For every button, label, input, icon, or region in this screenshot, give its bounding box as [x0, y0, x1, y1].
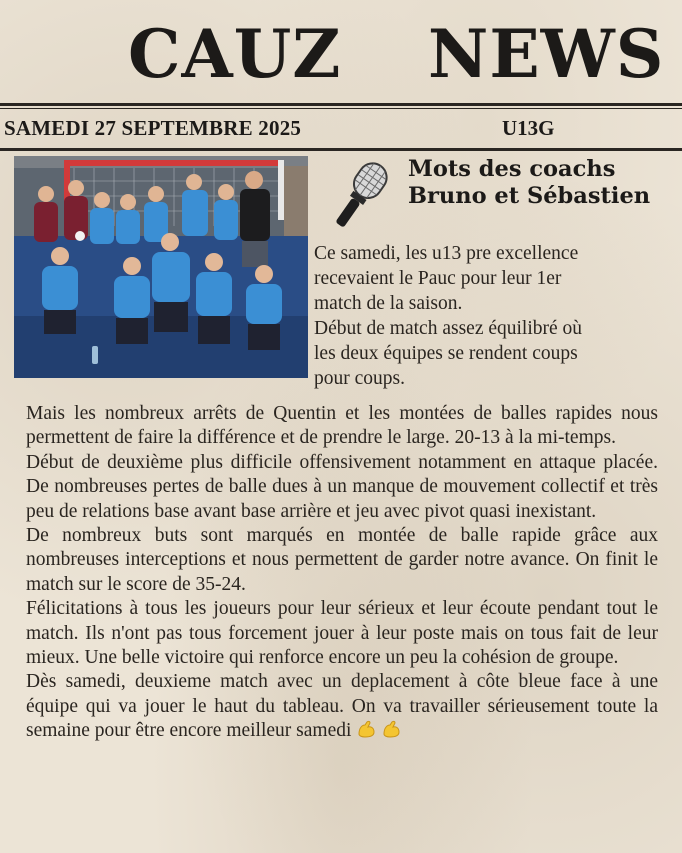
flexed-biceps-icon	[381, 719, 401, 739]
masthead-rule-thick	[0, 103, 682, 106]
masthead-title-left: CAUZ	[128, 15, 342, 93]
masthead	[0, 0, 682, 100]
masthead-rule-thin	[0, 108, 682, 109]
team-photo	[14, 156, 308, 378]
intro-line: les deux équipes se rendent coups	[314, 343, 578, 364]
article-body	[26, 402, 658, 744]
article-paragraph-text: Dès samedi, deuxieme match avec un deplacement à côte bleue face à une équipe qui va jouer le haut du tableau. On va travailler sérieusement toute la semaine pour être encore meilleur samedi	[26, 671, 658, 742]
intro-line: Ce samedi, les u13 pre excellence	[314, 243, 579, 264]
dateline-category: U13G	[502, 116, 555, 140]
dateline-rule	[0, 148, 682, 151]
dateline-date: SAMEDI 27 SEPTEMBRE 2025	[4, 116, 302, 140]
microphone-icon	[330, 156, 400, 238]
article-paragraph-last	[26, 670, 658, 743]
article-headline	[408, 156, 650, 210]
intro-line: match de la saison.	[314, 293, 463, 314]
article-paragraph: Mais les nombreux arrêts de Quentin et les montées de balles rapides nous permettent de faire la différence et de prendre le large. 20-13 à la mi-temps.	[26, 403, 658, 449]
article-paragraph: Félicitations à tous les joueurs pour leur sérieux et leur écoute pendant tout le match. Ils n'ont pas tous forcement jouer à leur poste mais on tous fait de leur mieux. Une belle victoire qui renforce encore un peu la cohésion de groupe.	[26, 598, 658, 669]
masthead-title-right: NEWS	[428, 15, 665, 93]
flexed-biceps-icon	[356, 719, 376, 739]
article-intro	[314, 241, 674, 391]
headline-line-2: Bruno et Sébastien	[408, 183, 651, 209]
intro-line: recevaient le Pauc pour leur 1er	[314, 268, 562, 289]
article-paragraph: De nombreux buts sont marqués en montée de balle rapide grâce aux nombreuses interceptions et nous permettent de garder notre avance. On finit le match sur le score de 35-24.	[26, 525, 658, 595]
intro-line: Début de match assez équilibré où	[314, 318, 583, 339]
headline-line-1: Mots des coachs	[408, 156, 616, 182]
intro-line: pour coups.	[314, 368, 405, 389]
article-paragraph: Début de deuxième plus difficile offensivement notamment en attaque placée. De nombreuses pertes de balle dues à un manque de mouvement collectif et très peu de relations base avant base arrière et jeu avec pivot quasi inexistant.	[26, 451, 658, 522]
